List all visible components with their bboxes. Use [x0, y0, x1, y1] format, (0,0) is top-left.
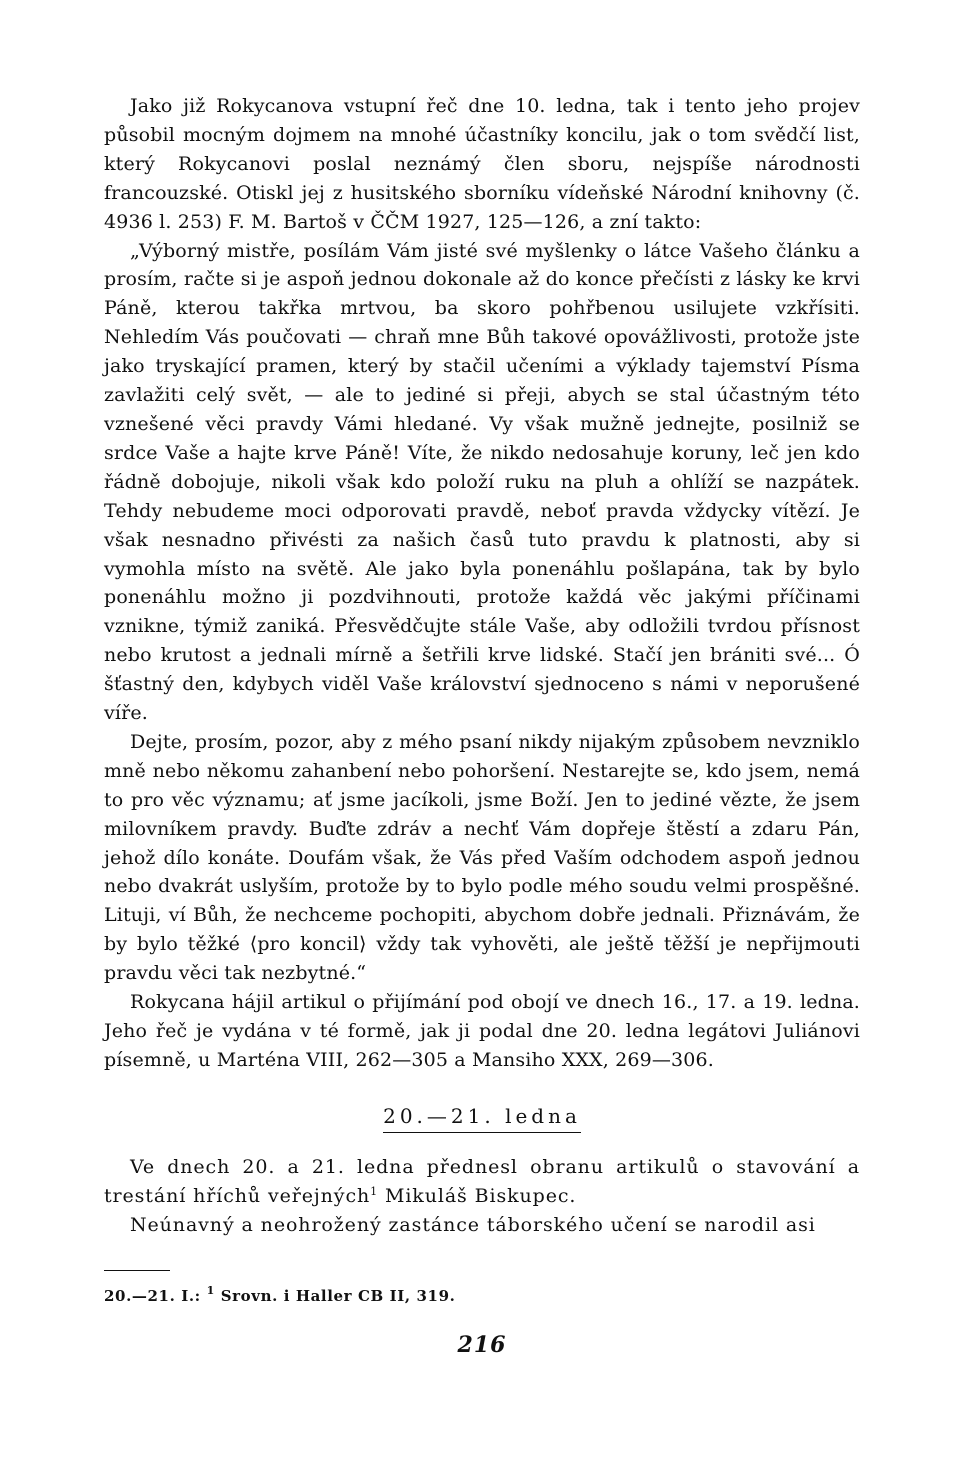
letter-paragraph-2: Dejte, prosím, pozor, aby z mého psaní nikdy nijakým způsobem nevzniklo mně nebo někomu zahanbení nebo pohoršení. Nestarejte se, kdo jsem, nemá to pro věc významu; ať jsme jacíkoli, jsme Boží. Jen to jediné vězte, že jsem milovníkem pravdy. Buďte zdráv a nechť Vám dopřeje štěstí a zdaru Pán, jehož dílo konáte. Doufám však, že Vás před Vaším odchodem aspoň jednou nebo dvakrát uslyším, protože by to bylo podle mého soudu velmi prospěšné. Lituji, ví Bůh, že nechceme pochopiti, abychom dobře jednali. Přiznávám, že by bylo těžké ⟨pro koncil⟩ vždy tak vyhověti, ale ještě těžší je nepřijmouti pravdu věci tak nezbytné.“	[104, 730, 860, 985]
intro-paragraph: Jako již Rokycanova vstupní řeč dne 10. ledna, tak i tento jeho projev působil mocným dojmem na mnohé účastníky koncilu, jak o tom svědčí list, který Rokycanovi poslal neznámý člen sboru, nejspíše národnosti francouzské. Otiskl jej z husitského sborníku vídeňské Národní knihovny (č. 4936 l. 253) F. M. Bartoš v ČČM 1927, 125—126, a zní takto:	[104, 95, 860, 233]
section-heading	[104, 1101, 860, 1133]
footnote	[104, 1285, 860, 1307]
footnote-ref: 20.—21. I.:	[104, 1286, 201, 1305]
section-paragraph-1	[104, 1153, 860, 1211]
rokycana-paragraph: Rokycana hájil artikul o přijímání pod obojí ve dnech 16., 17. a 19. ledna. Jeho řeč je vydána v té formě, jak ji podal dne 20. ledna legátovi Juliánovi písemně, u Marténa VIII, 262—305 a Mansiho XXX, 269—306.	[104, 991, 860, 1071]
page-number: 216	[457, 1332, 507, 1358]
footnote-rule	[104, 1270, 170, 1271]
footnote-mark: 1	[370, 1184, 379, 1198]
letter-paragraph-1: „Výborný mistře, posílám Vám jisté své myšlenky o látce Vašeho článku a prosím, račte si je aspoň jednou dokonale až do konce přečísti z lásky ke krvi Páně, kterou takřka mrtvou, ba skoro pohřbenou usilujete vzkřísiti. Nehledím Vás poučovati — chraň mne Bůh takové opovážlivosti, protože jste jako tryskající pramen, který by stačil učeními a výklady tajemství Písma zavlažiti celý svět, — ale to jediné si přeji, abych se stal účastným této vznešené věci pravdy Vámi hledané. Vy však mužně jednejte, posilniž se srdce Vaše a hajte krve Páně! Víte, že nikdo nedosahuje koruny, leč jen kdo řádně dobojuje, nikoli však kdo položí ruku na pluh a ohlíží se nazpátek. Tehdy nebudeme moci odporovati pravdě, neboť pravda vždycky vítězí. Je však nesnadno přivésti za našich časů tuto pravdu k platnosti, aby si vymohla místo na světě. Ale jako byla ponenáhlu pošlapána, tak by bylo ponenáhlu možno ji pozdvihnouti, protože každá věc jakými příčinami vznikne, týmiž zaniká. Přesvědčujte stále Vaše, aby odložili tvrdou přísnost nebo krutost a jednali mírně a šetřili krve lidské. Stačí jen brániti své... Ó šťastný den, kdybych viděl Vaše království sjednoceno s námi v neporušené víře.	[104, 239, 860, 725]
section-heading-text: 20.—21. ledna	[383, 1101, 581, 1133]
section-paragraph-1-tail: Mikuláš Biskupec.	[378, 1184, 577, 1207]
section-paragraph-1-text: Ve dnech 20. a 21. ledna přednesl obranu artikulů o stavování a trestání hříchů veřejných	[104, 1155, 860, 1207]
section-paragraph-2: Neúnavný a neohrožený zastánce táborského učení se narodil asi	[130, 1213, 816, 1236]
footnote-text: Srovn. i Haller CB II, 319.	[214, 1286, 456, 1305]
book-page	[104, 92, 860, 1422]
footnote-number: 1	[206, 1283, 215, 1297]
